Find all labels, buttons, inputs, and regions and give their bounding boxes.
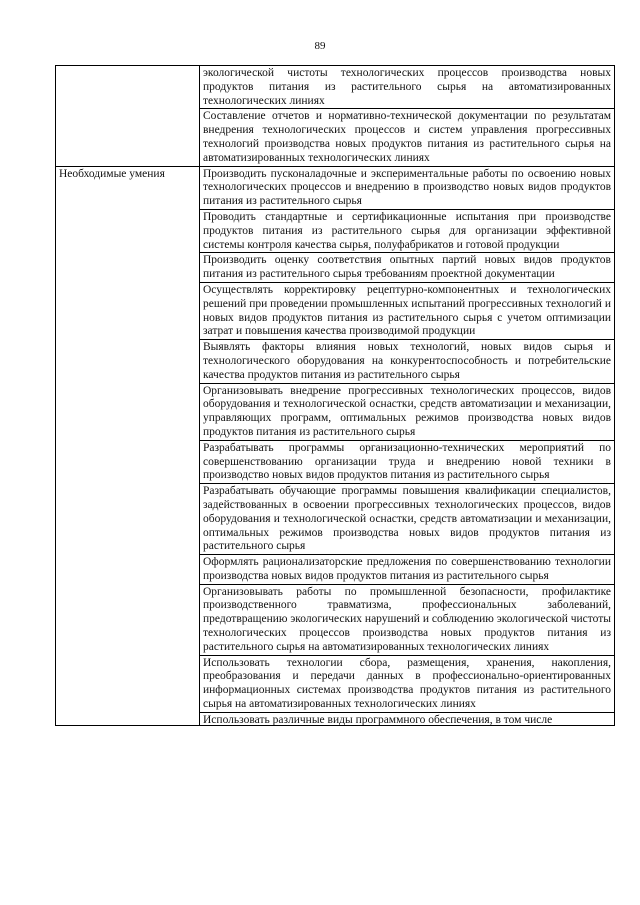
requirements-table bbox=[55, 65, 615, 726]
table-row bbox=[56, 166, 615, 209]
text-cell: Разрабатывать программы организационно-технических мероприятий по совершенствованию организации труда и внедрению новой техники в производство новых видов продуктов питания из растительного сырья bbox=[200, 440, 615, 483]
skills-label-cell: Необходимые умения bbox=[56, 166, 200, 725]
text-cell: Разрабатывать обучающие программы повышения квалификации специалистов, задействованных в освоении прогрессивных технологических процессов, видов оборудования и технологической оснастки, средств автоматизации и механизации, оптимальных режимов производства новых видов продуктов питания из растительного сырья bbox=[200, 484, 615, 555]
text-cell: Проводить стандартные и сертификационные испытания при производстве продуктов питания из растительного сырья для организации эффективной системы контроля качества сырья, полуфабрикатов и готовой продукции bbox=[200, 209, 615, 252]
text-cell: Организовывать внедрение прогрессивных технологических процессов, видов оборудования и технологической оснастки, средств автоматизации и механизации, управляющих программ, оптимальных режимов производства новых видов продуктов питания из растительного сырья bbox=[200, 383, 615, 440]
text-cell: Оформлять рационализаторские предложения по совершенствованию технологии производства новых видов продуктов питания из растительного сырья bbox=[200, 555, 615, 585]
text-cell-cut bbox=[200, 712, 615, 725]
text-cell: экологической чистоты технологических процессов производства новых продуктов питания из растительного сырья на автоматизированных технологических линиях bbox=[200, 66, 615, 109]
text-cell: Организовывать работы по промышленной безопасности, профилактике производственного травматизма, профессиональных заболеваний, предотвращению экологических нарушений и соблюдению экологической чистоты технологических процессов производства новых продуктов питания из растительного сырья на автоматизированных технологических линиях bbox=[200, 584, 615, 655]
text-cell: Осуществлять корректировку рецептурно-компонентных и технологических решений при проведении промышленных испытаний прогрессивных технологий и новых видов продуктов питания из растительного сырья с учетом оптимизации затрат и повышения качества производимой продукции bbox=[200, 282, 615, 339]
page-number: 89 bbox=[314, 40, 326, 52]
text-cell: Использовать технологии сбора, размещения, хранения, накопления, преобразования и передачи данных в профессионально-ориентированных информационных системах производства продуктов питания из растительного сырья на автоматизированных технологических линиях bbox=[200, 655, 615, 712]
cut-line: Использовать различные виды программного обеспечения, в том числе bbox=[203, 713, 553, 725]
table-row bbox=[56, 66, 615, 109]
label-cell-empty bbox=[56, 66, 200, 167]
text-cell: Производить оценку соответствия опытных партий новых видов продуктов питания из растительного сырья требованиям проектной документации bbox=[200, 253, 615, 283]
text-cell: Составление отчетов и нормативно-технической документации по результатам внедрения технологических процессов и систем управления прогрессивных технологий производства новых продуктов питания из растительного сырья на автоматизированных технологических линиях bbox=[200, 109, 615, 166]
text-cell: Выявлять факторы влияния новых технологий, новых видов сырья и технологического оборудования на конкурентоспособность и потребительские качества продуктов питания из растительного сырья bbox=[200, 340, 615, 383]
text-cell: Производить пусконаладочные и экспериментальные работы по освоению новых технологических процессов и внедрению в производство новых видов продуктов питания из растительного сырья bbox=[200, 166, 615, 209]
